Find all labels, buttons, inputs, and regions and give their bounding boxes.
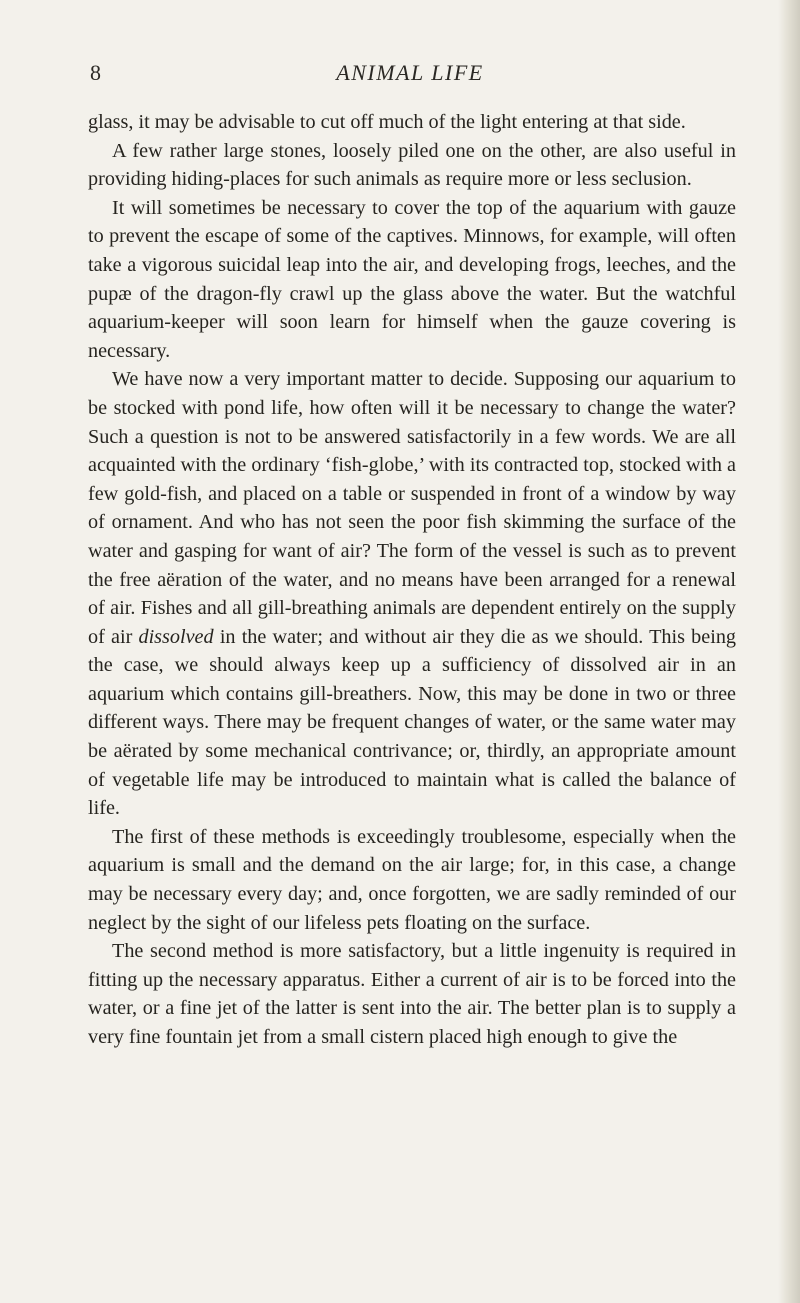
- paragraph-water-change: [88, 365, 736, 823]
- body-text: [88, 108, 736, 1052]
- paragraph-stones: A few rather large stones, loosely piled one on the other, are also useful in providing hiding-places for such animals as require more or less seclusion.: [88, 139, 736, 191]
- italic-dissolved: dissolved: [138, 625, 214, 648]
- paragraph-water-change-part2: in the water; and without air they die as we should. This being the case, we should always keep up a sufficiency of dissolved air in an aquarium which contains gill-breathers. Now, this may be done in two or three different ways. There may be frequent changes of water, or the same water may be aërated by some mechanical contrivance; or, thirdly, an appropriate amount of vegetable life may be introduced to maintain what is called the balance of life.: [88, 625, 737, 820]
- paragraph-continuation: glass, it may be advisable to cut off much of the light entering at that side.: [88, 111, 686, 133]
- page-header: [90, 60, 730, 90]
- paragraph-first-method: The first of these methods is exceedingly troublesome, especially when the aquarium is small and the demand on the air large; for, in this case, a change may be necessary every day; and, once forgotten, we are sadly reminded of our neglect by the sight of our lifeless pets floating on the surface.: [88, 825, 736, 934]
- running-title: ANIMAL LIFE: [336, 60, 484, 85]
- paragraph-second-method: The second method is more satisfactory, but a little ingenuity is required in fitting up the necessary apparatus. Either a current of air is to be forced into the water, or a fine jet of the latter is sent into the air. The better plan is to supply a very fine fountain jet from a small cistern placed high enough to give the: [88, 940, 736, 1048]
- page-edge-shadow: [778, 0, 800, 1303]
- paragraph-gauze: It will sometimes be necessary to cover the top of the aquarium with gauze to prevent the escape of some of the captives. Minnows, for example, will often take a vigorous suicidal leap into the air, and developing frogs, leeches, and the pupæ of the dragon-fly crawl up the glass above the water. But the watchful aquarium-keeper will soon learn for himself when the gauze covering is necessary.: [88, 196, 736, 362]
- paragraph-water-change-part1: We have now a very important matter to decide. Supposing our aquarium to be stocked with pond life, how often will it be necessary to change the water? Such a question is not to be answered satisfactorily in a few words. We are all acquainted with the ordinary ‘fish-globe,’ with its contracted top, stocked with a few gold-fish, and placed on a table or suspended in front of a window by way of ornament. And who has not seen the poor fish skimming the surface of the water and gasping for want of air? The form of the vessel is such as to prevent the free aëration of the water, and no means have been arranged for a renewal of air. Fishes and all gill-breathing animals are dependent entirely on the supply of air: [88, 368, 736, 648]
- page-number: 8: [90, 60, 101, 85]
